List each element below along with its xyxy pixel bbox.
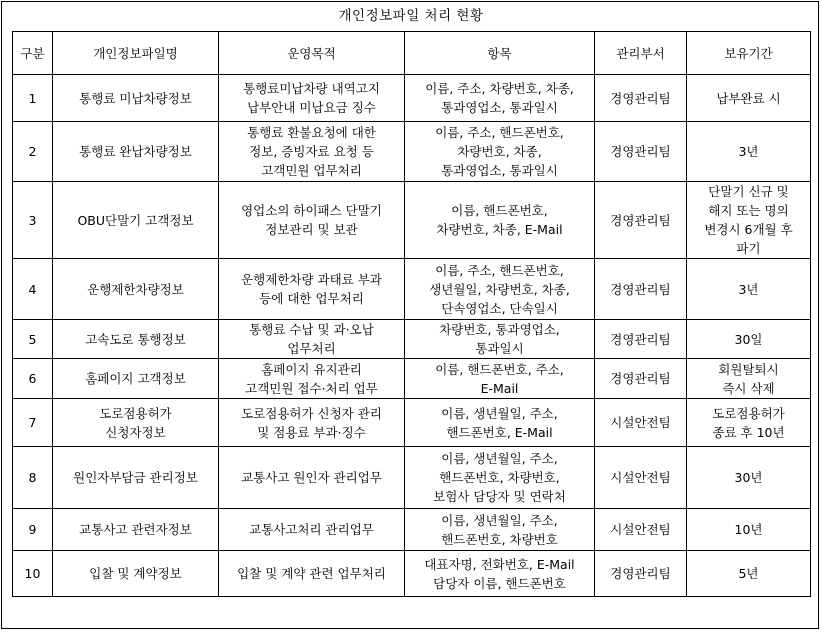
items-cell-line: E-Mail (480, 380, 519, 396)
file-name-cell (53, 551, 219, 597)
file-name-cell-line: 교통사고 관련자정보 (79, 522, 192, 537)
retention-cell-line: 3년 (738, 144, 759, 159)
items-cell-line: 핸드폰번호, E-Mail (446, 424, 553, 440)
purpose-cell-line: 입찰 및 계약 관련 업무처리 (237, 566, 386, 581)
items-cell-line: 차량번호, 차종, (457, 144, 542, 159)
row-number: 8 (13, 447, 53, 509)
items-cell-line: 보험사 담당자 및 연락처 (433, 489, 566, 504)
items-cell (405, 509, 595, 551)
purpose-cell-line: 영업소의 하이패스 단말기 (241, 203, 382, 218)
retention-cell (687, 320, 811, 359)
purpose-cell-line: 교통사고처리 관리업무 (249, 522, 374, 537)
row-number: 6 (13, 359, 53, 399)
retention-cell-line: 즉시 삭제 (722, 380, 775, 396)
items-cell (405, 122, 595, 182)
purpose-cell-line: 도로점용허가 신청자 관리 (241, 405, 382, 421)
purpose-cell-line: 운행제한차량 과태료 부과 (241, 272, 382, 287)
purpose-cell-line: 및 점용료 부과·징수 (257, 424, 366, 440)
retention-cell-line: 단말기 신규 및 (708, 184, 789, 199)
purpose-cell-line: 업무처리 (287, 341, 336, 356)
retention-cell (687, 551, 811, 597)
purpose-cell (219, 399, 405, 447)
file-name-cell (53, 259, 219, 320)
file-name-cell-line: OBU단말기 고객정보 (77, 212, 194, 228)
items-cell-line: 이름, 핸드폰번호, 주소, (435, 361, 564, 377)
retention-cell-line: 30년 (734, 470, 763, 485)
retention-cell-line: 납부완료 시 (716, 90, 781, 106)
purpose-cell-line: 홈페이지 유지관리 (261, 361, 362, 377)
table-row (13, 75, 811, 122)
retention-cell (687, 122, 811, 182)
items-cell (405, 359, 595, 399)
retention-cell (687, 259, 811, 320)
items-cell-line: 통과일시 (475, 341, 524, 356)
file-name-cell-line: 운행제한차량정보 (87, 281, 184, 297)
items-cell (405, 259, 595, 320)
purpose-cell-line: 등에 대한 업무처리 (259, 291, 364, 306)
row-number: 4 (13, 259, 53, 320)
file-name-cell (53, 320, 219, 359)
table-row (13, 359, 811, 399)
row-number: 5 (13, 320, 53, 359)
file-name-cell-line: 입찰 및 계약정보 (89, 566, 182, 581)
purpose-cell-line: 교통사고 원인자 관리업무 (241, 470, 382, 485)
table-row (13, 122, 811, 182)
header-file-name: 개인정보파일명 (53, 32, 219, 75)
file-name-cell-line: 통행료 완납차량정보 (79, 144, 192, 159)
items-cell-line: 대표자명, 전화번호, E-Mail (424, 556, 575, 572)
row-number: 1 (13, 75, 53, 122)
retention-cell-line: 도로점용허가 (712, 405, 785, 421)
file-name-cell (53, 509, 219, 551)
file-name-cell-line: 원인자부담금 관리정보 (73, 470, 198, 485)
purpose-cell (219, 447, 405, 509)
purpose-cell-line: 통행료 환불요청에 대한 (247, 125, 376, 140)
file-name-cell (53, 122, 219, 182)
file-name-cell (53, 182, 219, 259)
purpose-cell-line: 고객민원 접수·처리 업무 (245, 380, 378, 396)
items-cell (405, 182, 595, 259)
file-name-cell (53, 399, 219, 447)
purpose-cell-line: 통행료미납차량 내역고지 (243, 81, 380, 96)
department-cell: 시설안전팀 (595, 509, 687, 551)
table-row (13, 399, 811, 447)
file-name-cell-line: 고속도로 통행정보 (85, 331, 186, 347)
table-row (13, 447, 811, 509)
department-cell: 경영관리팀 (595, 320, 687, 359)
purpose-cell-line: 통행료 수납 및 과·오납 (249, 322, 374, 337)
items-cell-line: 이름, 핸드폰번호, (451, 203, 548, 218)
items-cell-line: 생년월일, 차량번호, 차종, (429, 281, 570, 297)
retention-cell-line: 변경시 6개월 후 (704, 222, 793, 237)
table-row (13, 320, 811, 359)
retention-cell (687, 447, 811, 509)
purpose-cell-line: 납부안내 미납요금 징수 (247, 100, 376, 115)
retention-cell-line: 30일 (734, 331, 763, 347)
department-cell: 경영관리팀 (595, 259, 687, 320)
header-row (13, 32, 811, 75)
department-cell: 경영관리팀 (595, 122, 687, 182)
retention-cell (687, 509, 811, 551)
header-retention: 보유기간 (687, 32, 811, 75)
table-row (13, 182, 811, 259)
retention-cell (687, 182, 811, 259)
retention-cell-line: 종료 후 10년 (712, 424, 785, 440)
retention-cell (687, 359, 811, 399)
file-name-cell-line: 신청자정보 (105, 424, 166, 440)
purpose-cell-line: 정보관리 및 보관 (265, 222, 358, 237)
items-cell-line: 통과영업소, 통과일시 (441, 100, 558, 115)
items-cell-line: 핸드폰번호, 차량번호, (439, 470, 560, 485)
row-number: 7 (13, 399, 53, 447)
file-name-cell-line: 홈페이지 고객정보 (85, 371, 186, 386)
retention-cell (687, 399, 811, 447)
row-number: 10 (13, 551, 53, 597)
purpose-cell (219, 182, 405, 259)
page-title: 개인정보파일 처리 현황 (338, 8, 484, 24)
items-cell-line: 이름, 주소, 핸드폰번호, (435, 125, 564, 140)
purpose-cell (219, 75, 405, 122)
retention-cell-line: 회원탈퇴시 (718, 361, 779, 377)
file-name-cell (53, 359, 219, 399)
retention-cell (687, 75, 811, 122)
header-items: 항목 (405, 32, 595, 75)
file-name-cell-line: 도로점용허가 (99, 405, 172, 421)
purpose-cell (219, 259, 405, 320)
purpose-cell (219, 122, 405, 182)
purpose-cell (219, 509, 405, 551)
items-cell-line: 통과영업소, 통과일시 (441, 163, 558, 178)
department-cell: 경영관리팀 (595, 359, 687, 399)
items-cell-line: 이름, 생년월일, 주소, (441, 451, 558, 466)
items-cell-line: 이름, 주소, 핸드폰번호, (435, 262, 564, 278)
items-cell-line: 이름, 생년월일, 주소, (441, 512, 558, 528)
items-cell (405, 447, 595, 509)
department-cell: 시설안전팀 (595, 447, 687, 509)
row-number: 3 (13, 182, 53, 259)
file-name-cell-line: 통행료 미납차량정보 (79, 90, 192, 106)
department-cell: 경영관리팀 (595, 182, 687, 259)
items-cell-line: 핸드폰번호, 차량번호 (441, 531, 558, 547)
items-cell (405, 75, 595, 122)
table-row (13, 551, 811, 597)
department-cell: 경영관리팀 (595, 551, 687, 597)
items-cell-line: 이름, 생년월일, 주소, (441, 405, 558, 421)
header-purpose: 운영목적 (219, 32, 405, 75)
department-cell: 경영관리팀 (595, 75, 687, 122)
items-cell (405, 399, 595, 447)
table-row (13, 259, 811, 320)
retention-cell-line: 해지 또는 명의 (708, 203, 789, 218)
items-cell-line: 차량번호, 통과영업소, (439, 322, 560, 337)
items-cell (405, 551, 595, 597)
header-department: 관리부서 (595, 32, 687, 75)
retention-cell-line: 5년 (738, 566, 759, 581)
purpose-cell-line: 고객민원 업무처리 (261, 163, 362, 178)
file-name-cell (53, 75, 219, 122)
items-cell-line: 이름, 주소, 차량번호, 차종, (425, 81, 574, 96)
row-number: 9 (13, 509, 53, 551)
file-name-cell (53, 447, 219, 509)
items-cell (405, 320, 595, 359)
retention-cell-line: 파기 (736, 241, 761, 256)
items-cell-line: 담당자 이름, 핸드폰번호 (433, 575, 566, 591)
purpose-cell (219, 359, 405, 399)
department-cell: 시설안전팀 (595, 399, 687, 447)
purpose-cell-line: 정보, 증빙자료 요청 등 (249, 144, 374, 159)
retention-cell-line: 3년 (738, 281, 759, 297)
items-cell-line: 차량번호, 차종, E-Mail (436, 222, 563, 237)
purpose-cell (219, 551, 405, 597)
privacy-file-table (12, 31, 811, 597)
purpose-cell (219, 320, 405, 359)
header-no: 구분 (13, 32, 53, 75)
items-cell-line: 단속영업소, 단속일시 (441, 300, 558, 316)
table-row (13, 509, 811, 551)
retention-cell-line: 10년 (734, 522, 763, 537)
row-number: 2 (13, 122, 53, 182)
